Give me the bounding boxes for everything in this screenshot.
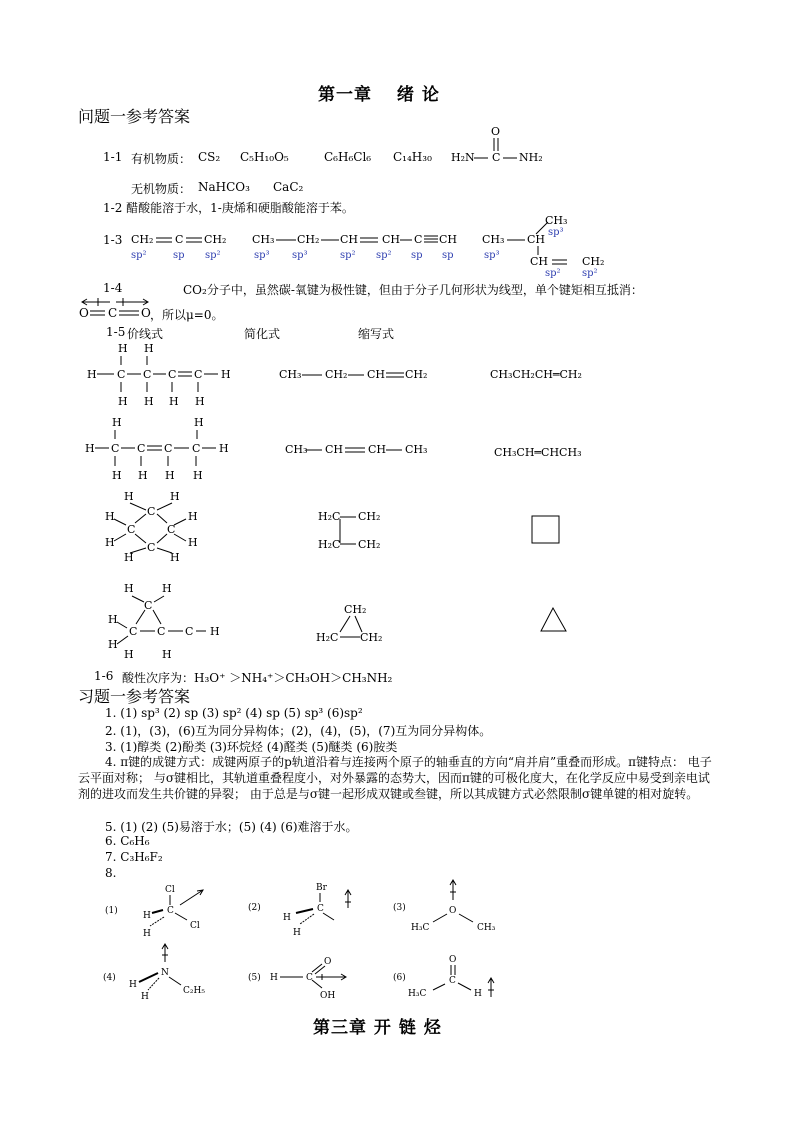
hybridization-label: sp² <box>131 250 147 261</box>
atom: CH₃ <box>405 443 428 456</box>
header-simplified: 简化式 <box>244 327 281 341</box>
svg-text:C: C <box>137 442 146 455</box>
atom: CH₂ <box>297 233 320 246</box>
header-valence: 价线式 <box>127 327 164 341</box>
exercise-7: 7. C₃H₆F₂ <box>105 850 163 864</box>
inorganic-item: CaC₂ <box>273 180 304 194</box>
svg-text:C₂H₅: C₂H₅ <box>183 986 205 996</box>
svg-text:C: C <box>147 505 156 518</box>
svg-text:H: H <box>124 551 134 564</box>
svg-text:H: H <box>108 613 118 626</box>
hybridization-label: sp² <box>376 250 392 261</box>
svg-text:H: H <box>270 973 278 983</box>
svg-text:C: C <box>306 973 313 983</box>
double-bond <box>360 237 384 245</box>
svg-text:H: H <box>293 928 301 938</box>
double-bond <box>90 310 110 318</box>
atom: CH₂ <box>131 233 154 246</box>
svg-text:Br: Br <box>316 883 327 893</box>
q-text: CO₂分子中，虽然碳-氧键为极性键，但由于分子几何形状为线型，单个键矩相互抵消： <box>183 283 643 297</box>
svg-text:C: C <box>449 976 456 986</box>
hybridization-label: sp² <box>205 250 221 261</box>
section-title-questions: 问题一参考答案 <box>78 107 191 126</box>
hybridization-label: sp³ <box>548 227 564 238</box>
svg-text:H₃C: H₃C <box>408 989 427 999</box>
structure-2-bromomethane <box>248 880 358 940</box>
valence-structure-cyclopropane <box>100 578 230 661</box>
atom: O <box>79 306 89 320</box>
exercise-4: 4. π键的成键方式：成键两原子的p轨道沿着与连接两个原子的轴垂直的方向“肩并肩”重叠而形成。π键特点： 电子云平面对称； 与σ键相比，其轨道重叠程度小，对外暴露的态势大，因而π键的可极化度大，在化学反应中易受到亲电试剂的进攻而发生共价键的异裂； 由于总是与σ键一起形成双键或叁键，所以其成键方式必然限制σ键单键的相对旋转。 <box>78 755 712 801</box>
atom: CH₃ <box>279 368 302 381</box>
atom: H₂C <box>318 538 341 551</box>
atom: C <box>414 233 423 246</box>
svg-text:C: C <box>192 442 201 455</box>
svg-text:H: H <box>169 395 179 408</box>
svg-text:H: H <box>112 469 122 482</box>
exercise-8: 8. <box>105 866 117 880</box>
structure-6-acetaldehyde <box>393 950 503 1010</box>
svg-text:H: H <box>188 536 198 549</box>
svg-text:(3): (3) <box>393 903 406 913</box>
svg-text:(1): (1) <box>105 906 118 916</box>
exercise-5: 5. (1) (2) (5)易溶于水；(5) (4) (6)难溶于水。 <box>105 820 358 834</box>
svg-text:(5): (5) <box>248 973 261 983</box>
hybridization-label: sp <box>173 250 185 261</box>
svg-text:C: C <box>117 368 126 381</box>
atom: C <box>108 306 118 320</box>
atom: CH₃ <box>285 443 308 456</box>
svg-text:H: H <box>165 469 175 482</box>
valence-structure-butene <box>82 340 252 410</box>
atom: CH <box>367 368 386 381</box>
double-bond <box>156 237 176 245</box>
svg-text:H: H <box>210 625 220 638</box>
svg-text:C: C <box>194 368 203 381</box>
hybridization-label: sp <box>442 250 454 261</box>
svg-text:H: H <box>143 911 151 921</box>
svg-text:O: O <box>324 957 332 967</box>
atom: CH₂ <box>358 510 381 523</box>
urea-left: H₂N <box>451 151 475 164</box>
svg-text:C: C <box>168 368 177 381</box>
urea-oxygen: O <box>491 125 501 138</box>
organic-label: 有机物质： <box>131 152 192 166</box>
svg-text:H₃C: H₃C <box>411 923 430 933</box>
svg-text:H: H <box>87 368 97 381</box>
svg-text:H: H <box>221 368 231 381</box>
atom: CH <box>439 233 458 246</box>
cyclobutane-bonds <box>330 515 390 555</box>
svg-text:(6): (6) <box>393 973 406 983</box>
atom: H₂C <box>318 510 341 523</box>
condensed-formula: CH₃CH₂CH═CH₂ <box>490 368 582 381</box>
q-number: 1-6 <box>94 669 114 683</box>
atom: CH₃ <box>482 233 505 246</box>
svg-text:H: H <box>143 929 151 939</box>
section-title-exercises: 习题一参考答案 <box>78 687 191 706</box>
atom: CH <box>530 255 549 268</box>
svg-text:C: C <box>111 442 120 455</box>
hybridization-label: sp <box>411 250 423 261</box>
svg-text:H: H <box>194 416 204 429</box>
svg-text:H: H <box>170 551 180 564</box>
svg-text:C: C <box>167 523 176 536</box>
atom: CH <box>382 233 401 246</box>
cyclobutane-skeletal <box>531 515 563 547</box>
svg-text:H: H <box>112 416 122 429</box>
svg-text:C: C <box>185 625 194 638</box>
svg-text:H: H <box>124 490 134 503</box>
svg-text:H: H <box>85 442 95 455</box>
svg-text:H: H <box>108 638 118 651</box>
svg-text:C: C <box>164 442 173 455</box>
svg-text:C: C <box>143 368 152 381</box>
svg-text:H: H <box>118 395 128 408</box>
urea-carbon: C <box>492 151 501 164</box>
q-text: ，所以μ=0。 <box>150 308 224 322</box>
svg-text:C: C <box>167 906 174 916</box>
svg-text:H: H <box>118 342 128 355</box>
svg-text:C: C <box>129 625 138 638</box>
exercise-3: 3. (1)醇类 (2)酚类 (3)环烷烃 (4)醛类 (5)醚类 (6)胺类 <box>105 740 398 754</box>
svg-text:(2): (2) <box>248 903 261 913</box>
double-bond <box>186 237 206 245</box>
organic-item: C₅H₁₀O₅ <box>240 150 289 164</box>
svg-text:H: H <box>162 582 172 595</box>
structure-4-ethylamine <box>103 942 223 1002</box>
chapter3-title: 第三章 开 链 烃 <box>313 1018 442 1038</box>
organic-item: CS₂ <box>198 150 221 164</box>
svg-text:C: C <box>127 523 136 536</box>
atom: CH₃ <box>252 233 275 246</box>
exercise-1: 1. (1) sp³ (2) sp (3) sp² (4) sp (5) sp³ (6)sp² <box>105 706 363 720</box>
exercise-2: 2. (1)，(3)，(6)互为同分异构体；(2)，(4)，(5)，(7)互为同分异构体。 <box>105 724 492 738</box>
svg-text:H: H <box>144 342 154 355</box>
svg-text:H: H <box>144 395 154 408</box>
atom: CH₂ <box>358 538 381 551</box>
exercise-6: 6. C₆H₆ <box>105 834 150 848</box>
svg-text:H: H <box>283 913 291 923</box>
atom: CH₂ <box>344 603 367 616</box>
svg-text:H: H <box>193 469 203 482</box>
header-condensed: 缩写式 <box>358 327 395 341</box>
svg-text:O: O <box>449 906 457 916</box>
svg-text:Cl: Cl <box>165 885 175 895</box>
svg-text:(4): (4) <box>103 973 116 983</box>
atom: CH <box>368 443 387 456</box>
cyclopropane-bonds <box>335 614 375 644</box>
organic-item: C₆H₆Cl₆ <box>324 150 372 164</box>
q-number: 1-5 <box>106 325 126 339</box>
svg-text:CH₃: CH₃ <box>477 923 496 933</box>
atom: CH <box>325 443 344 456</box>
question-1-6: 酸性次序为：H₃O⁺ ＞NH₄⁺＞CH₃OH＞CH₃NH₂ <box>122 671 393 685</box>
atom: CH₂ <box>405 368 428 381</box>
hybridization-label: sp³ <box>292 250 308 261</box>
svg-text:H: H <box>162 648 172 661</box>
q-number: 1-3 <box>103 233 123 247</box>
hybridization-label: sp³ <box>484 250 500 261</box>
atom: CH₃ <box>545 214 568 227</box>
atom: CH₂ <box>204 233 227 246</box>
structure-5-formic-acid <box>248 950 368 1010</box>
atom: C <box>175 233 184 246</box>
atom: O <box>141 306 151 320</box>
svg-text:C: C <box>317 904 324 914</box>
hybridization-label: sp² <box>582 268 598 279</box>
q-number: 1-1 <box>103 150 123 164</box>
svg-text:H: H <box>138 469 148 482</box>
organic-item: C₁₄H₃₀ <box>393 150 432 164</box>
svg-text:H: H <box>105 510 115 523</box>
urea-right: NH₂ <box>519 151 543 164</box>
q-number: 1-4 <box>103 281 123 295</box>
svg-text:H: H <box>188 510 198 523</box>
valence-structure-cyclobutane <box>100 488 210 564</box>
svg-text:C: C <box>157 625 166 638</box>
atom: CH <box>340 233 359 246</box>
hybridization-label: sp² <box>340 250 356 261</box>
condensed-formula: CH₃CH═CHCH₃ <box>494 446 582 459</box>
svg-text:N: N <box>161 968 169 978</box>
atom: CH₂ <box>325 368 348 381</box>
svg-text:H: H <box>129 980 137 990</box>
svg-text:H: H <box>141 992 149 1002</box>
svg-text:H: H <box>124 648 134 661</box>
svg-text:H: H <box>124 582 134 595</box>
inorganic-label: 无机物质： <box>131 182 192 196</box>
svg-text:O: O <box>449 955 457 965</box>
double-bond <box>552 259 572 267</box>
chapter-title: 第一章 绪 论 <box>318 85 440 105</box>
valence-structure-2-butene <box>82 414 252 484</box>
svg-text:C: C <box>144 599 153 612</box>
inorganic-item: NaHCO₃ <box>198 180 250 194</box>
svg-text:OH: OH <box>320 991 336 1001</box>
svg-text:Cl: Cl <box>190 921 200 931</box>
svg-text:H: H <box>170 490 180 503</box>
svg-text:H: H <box>105 536 115 549</box>
hybridization-label: sp² <box>545 268 561 279</box>
svg-text:H: H <box>219 442 229 455</box>
atom: H₂C <box>316 631 339 644</box>
structure-3-dimethyl-ether <box>393 880 513 940</box>
structure-1-dichloromethane <box>105 880 215 940</box>
question-1-2: 1-2 醋酸能溶于水，1-庚烯和硬脂酸能溶于苯。 <box>103 201 354 215</box>
svg-text:C: C <box>147 541 156 554</box>
atom: CH <box>527 233 546 246</box>
hybridization-label: sp³ <box>254 250 270 261</box>
svg-text:H: H <box>474 989 482 999</box>
atom: CH₂ <box>360 631 383 644</box>
atom: CH₂ <box>582 255 605 268</box>
svg-text:H: H <box>195 395 205 408</box>
cyclopropane-skeletal <box>540 607 572 635</box>
